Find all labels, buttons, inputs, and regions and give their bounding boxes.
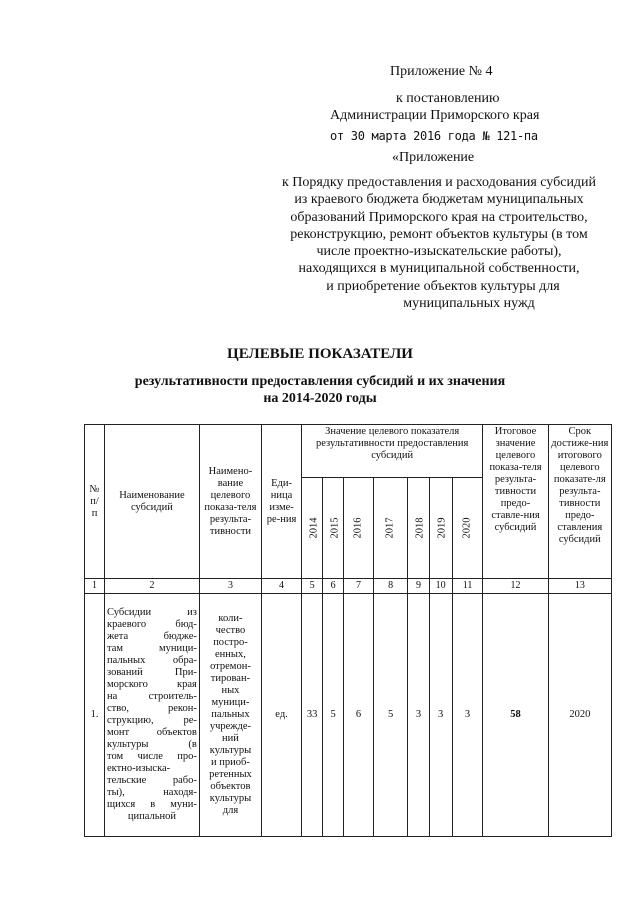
row-value: 5 bbox=[323, 594, 344, 837]
procedure-text bbox=[254, 174, 624, 312]
header-indicator: Наимено-вание целевого показа-теля результа-тивности bbox=[199, 425, 261, 579]
indicators-table bbox=[84, 424, 612, 837]
indicator-line: ных bbox=[221, 685, 240, 696]
indicator-line: и приоб- bbox=[211, 757, 250, 768]
header-unit: Еди-ница изме-ре-ния bbox=[262, 425, 302, 579]
administration-name: Администрации Приморского края bbox=[330, 108, 540, 123]
col-number: 11 bbox=[452, 579, 483, 594]
appendix-number: Приложение № 4 bbox=[390, 64, 493, 79]
subsidy-line: щихся в муни- bbox=[107, 799, 197, 810]
indicator-line: постро- bbox=[213, 637, 248, 648]
subsidy-line: зований При- bbox=[107, 667, 197, 678]
procedure-line: и приобретение объектов культуры для bbox=[326, 278, 560, 294]
year-label: 2017 bbox=[384, 517, 396, 539]
header-subsidy: Наименование субсидий bbox=[105, 425, 200, 579]
subsidy-line: тельские рабо- bbox=[107, 775, 197, 786]
appendix-quote: «Приложение bbox=[392, 150, 475, 165]
year-cell bbox=[302, 478, 323, 579]
indicator-line: енных, bbox=[215, 649, 246, 660]
year-label: 2020 bbox=[461, 517, 473, 539]
row-subsidy bbox=[105, 594, 200, 837]
subsidy-line: том числе про- bbox=[107, 751, 197, 762]
subsidy-line: ципальной bbox=[127, 811, 176, 822]
indicator-line: отремон- bbox=[210, 661, 251, 672]
procedure-line: к Порядку предоставления и расходования субсидий bbox=[281, 175, 597, 190]
indicator-line: культуры bbox=[209, 793, 252, 804]
row-value: 33 bbox=[302, 594, 323, 837]
subsidy-line: ство, рекон- bbox=[107, 703, 197, 714]
resolution-date-number: от 30 марта 2016 года № 121-па bbox=[330, 129, 538, 143]
indicator-line: тирован- bbox=[210, 673, 251, 684]
year-label: 2014 bbox=[308, 517, 320, 539]
row-value: 6 bbox=[344, 594, 374, 837]
subsidy-line: ты), находя- bbox=[107, 787, 197, 798]
col-number: 7 bbox=[344, 579, 374, 594]
row-value: 3 bbox=[429, 594, 452, 837]
indicator-line: учрежде- bbox=[209, 721, 252, 732]
col-number: 8 bbox=[373, 579, 408, 594]
year-label: 2018 bbox=[414, 517, 426, 539]
year-cell bbox=[323, 478, 344, 579]
col-number: 6 bbox=[323, 579, 344, 594]
row-num: 1. bbox=[85, 594, 105, 837]
header-deadline: Срок достиже-ния итогового целевого показате-ля результа-тивности предо-ставления субсидий bbox=[548, 425, 611, 579]
document-title: ЦЕЛЕВЫЕ ПОКАЗАТЕЛИ bbox=[227, 346, 413, 362]
col-number: 12 bbox=[483, 579, 548, 594]
indicator-line: культуры bbox=[209, 745, 252, 756]
row-indicator bbox=[199, 594, 261, 837]
indicator-line: коли- bbox=[218, 613, 243, 624]
subsidy-line: морского края bbox=[107, 679, 197, 690]
subsidy-line: монт объектов bbox=[107, 727, 197, 738]
col-number: 9 bbox=[408, 579, 429, 594]
document-subtitle-1: результативности предоставления субсидий и их значения bbox=[134, 374, 506, 389]
header-num: № п/ п bbox=[85, 425, 105, 579]
indicator-line: объектов bbox=[210, 781, 251, 792]
procedure-line: муниципальных нужд bbox=[403, 296, 535, 312]
document-subtitle-2: на 2014-2020 годы bbox=[263, 391, 377, 406]
subsidy-line: на строитель- bbox=[107, 691, 197, 702]
column-numbers-row bbox=[85, 579, 612, 594]
indicator-line: ретенных bbox=[209, 769, 252, 780]
row-value: 5 bbox=[373, 594, 408, 837]
header-values-group: Значение целевого показателя результативности предоставления субсидий bbox=[302, 425, 483, 478]
col-number: 1 bbox=[85, 579, 105, 594]
year-cell bbox=[373, 478, 408, 579]
procedure-line: образований Приморского края на строительство, bbox=[290, 209, 588, 225]
year-label: 2016 bbox=[352, 517, 364, 539]
row-deadline: 2020 bbox=[548, 594, 611, 837]
procedure-line: находящихся в муниципальной собственности, bbox=[298, 261, 580, 277]
subsidy-line: культуры (в bbox=[107, 739, 197, 750]
row-value: 3 bbox=[452, 594, 483, 837]
row-total: 58 bbox=[483, 594, 548, 837]
subsidy-line: жета бюдже- bbox=[107, 631, 197, 642]
row-unit: ед. bbox=[262, 594, 302, 837]
year-cell bbox=[429, 478, 452, 579]
procedure-line: из краевого бюджета бюджетам муниципальных bbox=[294, 192, 584, 208]
indicator-line: для bbox=[222, 805, 239, 816]
subsidy-line: Субсидии из bbox=[107, 607, 197, 618]
year-label: 2019 bbox=[436, 517, 448, 539]
year-cell bbox=[344, 478, 374, 579]
col-number: 4 bbox=[262, 579, 302, 594]
indicator-line: ний bbox=[222, 733, 239, 744]
year-cell bbox=[452, 478, 483, 579]
indicator-line: пальных bbox=[211, 709, 250, 720]
header-row bbox=[85, 425, 612, 478]
year-label: 2015 bbox=[329, 517, 341, 539]
year-cell bbox=[408, 478, 429, 579]
procedure-line: числе проектно-изыскательские работы), bbox=[316, 244, 562, 260]
table-row bbox=[85, 594, 612, 837]
col-number: 10 bbox=[429, 579, 452, 594]
col-number: 13 bbox=[548, 579, 611, 594]
subsidy-line: там муници- bbox=[107, 643, 197, 654]
procedure-line: реконструкцию, ремонт объектов культуры (в том bbox=[290, 226, 588, 242]
col-number: 3 bbox=[199, 579, 261, 594]
to-resolution: к постановлению bbox=[396, 91, 500, 106]
indicator-line: муници- bbox=[211, 697, 250, 708]
indicator-line: чество bbox=[215, 625, 246, 636]
subsidy-line: пальных обра- bbox=[107, 655, 197, 666]
col-number: 2 bbox=[105, 579, 200, 594]
subsidy-line: ектно-изыска- bbox=[107, 763, 171, 774]
subsidy-line: струкцию, ре- bbox=[107, 715, 197, 726]
row-value: 3 bbox=[408, 594, 429, 837]
subsidy-line: краевого бюд- bbox=[107, 619, 197, 630]
header-total: Итоговое значение целевого показа-теля результа-тивности предо-ставле-ния субсидий bbox=[483, 425, 548, 579]
col-number: 5 bbox=[302, 579, 323, 594]
